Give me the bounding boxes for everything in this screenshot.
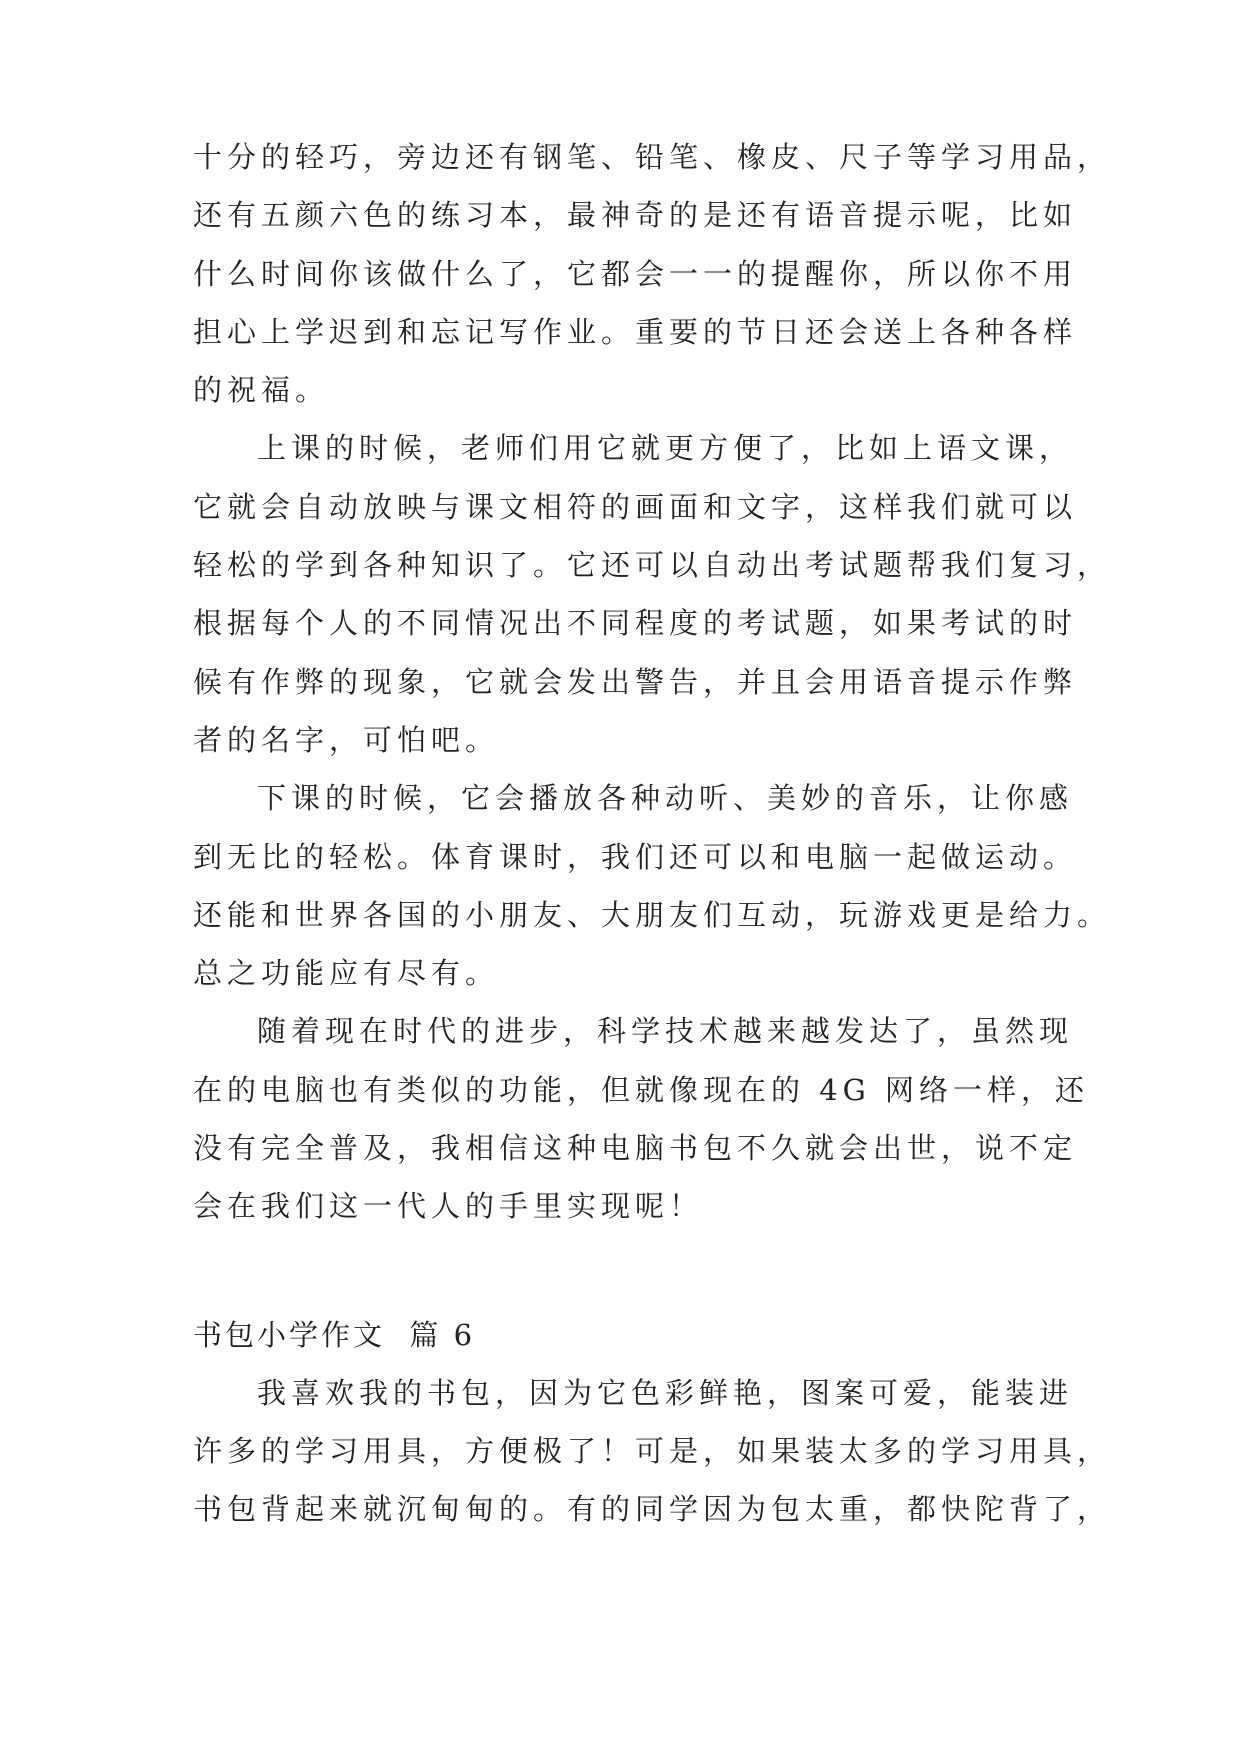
text-line: 会在我们这一代人的手里实现呢！ [193, 1189, 704, 1224]
section-heading: 书包小学作文 篇 6 [193, 1317, 476, 1352]
text-line: 随着现在时代的进步，科学技术越来越发达了，虽然现 [257, 1014, 1074, 1049]
text-line: 轻松的学到各种知识了。它还可以自动出考试题帮我们复习， [193, 548, 1112, 583]
text-line: 总之功能应有尽有。 [193, 956, 500, 991]
text-line: 担心上学迟到和忘记写作业。重要的节日还会送上各种各样 [193, 314, 1078, 349]
text-line: 还能和世界各国的小朋友、大朋友们互动，玩游戏更是给力。 [193, 897, 1112, 932]
text-line: 的祝福。 [193, 373, 330, 408]
section-paragraph-1 [193, 1364, 1112, 1539]
section-spacer [193, 1236, 1051, 1306]
text-line: 还有五颜六色的练习本，最神奇的是还有语音提示呢，比如 [193, 198, 1078, 233]
text-line: 它就会自动放映与课文相符的画面和文字，这样我们就可以 [193, 489, 1078, 524]
text-line: 十分的轻巧，旁边还有钢笔、铅笔、橡皮、尺子等学习用品， [193, 140, 1112, 174]
text-line: 者的名字，可怕吧。 [193, 722, 500, 757]
text-line: 根据每个人的不同情况出不同程度的考试题，如果考试的时 [193, 606, 1078, 641]
text-line: 没有完全普及，我相信这种电脑书包不久就会出世，说不定 [193, 1131, 1078, 1166]
text-line: 上课的时候，老师们用它就更方便了，比如上语文课， [257, 431, 1074, 466]
paragraph-3 [193, 769, 1112, 1002]
text-line: 候有作弊的现象，它就会发出警告，并且会用语音提示作弊 [193, 664, 1078, 699]
paragraph-1 [193, 128, 1112, 419]
text-line: 下课的时候，它会播放各种动听、美妙的音乐，让你感 [257, 781, 1074, 816]
text-line: 书包背起来就沉甸甸的。有的同学因为包太重，都快陀背了， [193, 1492, 1112, 1527]
paragraph-4 [193, 1002, 1090, 1235]
text-line: 我喜欢我的书包，因为它色彩鲜艳，图案可爱，能装进 [257, 1375, 1074, 1410]
text-column [193, 128, 1112, 1539]
text-line: 许多的学习用具，方便极了！可是，如果装太多的学习用具， [193, 1433, 1112, 1468]
text-line: 到无比的轻松。体育课时，我们还可以和电脑一起做运动。 [193, 839, 1078, 874]
text-line: 在的电脑也有类似的功能，但就像现在的 4G 网络一样，还 [193, 1072, 1090, 1107]
text-line: 什么时间你该做什么了，它都会一一的提醒你，所以你不用 [193, 256, 1078, 291]
paragraph-2 [193, 419, 1112, 769]
